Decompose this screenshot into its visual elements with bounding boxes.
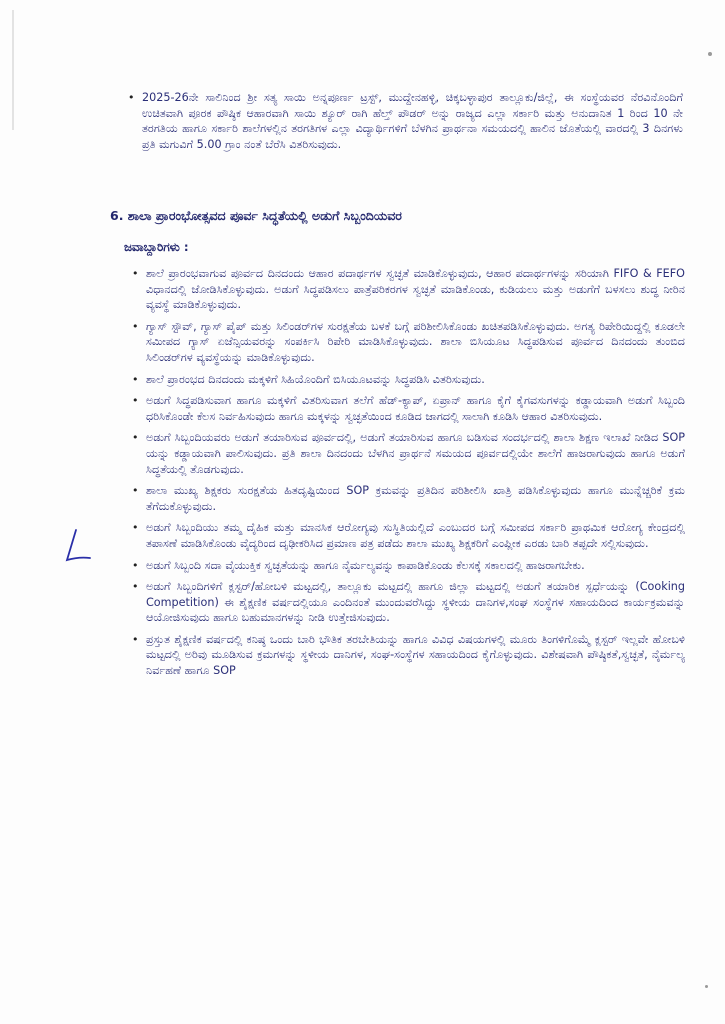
bullet-glyph: • [132, 267, 139, 280]
list-item [132, 520, 685, 551]
list-item-text: ಅಡುಗೆ ಸಿಬ್ಬಂದಿಯು ತಮ್ಮ ದೈಹಿಕ ಮತ್ತು ಮಾನಸಿಕ ಆರೋಗ್ಯವು ಸುಸ್ಥಿತಿಯಲ್ಲಿದೆ ಎಂಬುದರ ಬಗ್ಗೆ ಸಮೀಪದ ಸರ್ಕಾರಿ ಪ್ರಾಥಮಿಕ ಆರೋಗ್ಯ ಕೇಂದ್ರದಲ್ಲಿ ತಪಾಸಣೆ ಮಾಡಿಸಿಕೊಂಡು ವೈದ್ಯರಿಂದ ದೃಢೀಕರಿಸಿದ ಪ್ರಮಾಣ ಪತ್ರ ಪಡೆದು ಶಾಲಾ ಮುಖ್ಯ ಶಿಕ್ಷಕರಿಗೆ ಎಂಪ್ಲೀಕ ಎರಡು ಬಾರಿ ತಪ್ಪದೇ ಸಲ್ಲಿಸುವುದು. [146, 521, 685, 550]
list-item [132, 632, 685, 679]
section-heading: 6. ಶಾಲಾ ಪ್ರಾರಂಭೋತ್ಸವದ ಪೂರ್ವ ಸಿದ್ಧತೆಯಲ್ಲಿ ಅಡುಗೆ ಸಿಬ್ಬಂದಿಯವರ [110, 208, 402, 223]
bullet-glyph: • [132, 431, 139, 445]
bullet-glyph: • [132, 632, 139, 646]
bullet-glyph: • [132, 372, 139, 386]
list-item [132, 319, 685, 366]
section-subheading: ಜವಾಬ್ದಾರಿಗಳು : [124, 240, 189, 254]
list-item-text: ಶಾಲೆ ಪ್ರಾರಂಭವಾಗುವ ಪೂರ್ವದ ದಿನದಂದು ಆಹಾರ ಪದಾರ್ಥಗಳ ಸ್ವಚ್ಛತೆ ಮಾಡಿಕೊಳ್ಳುವುದು, ಆಹಾರ ಪದಾರ್ಥಗಳನ್ನು ಸರಿಯಾಗಿ FIFO & FEFO ವಿಧಾನದಲ್ಲಿ ಜೋಡಿಸಿಕೊಳ್ಳುವುದು. ಅಡುಗೆ ಸಿದ್ಧಪಡಿಸಲು ಪಾತ್ರೆಪರಿಕರಗಳ ಸ್ವಚ್ಛತೆ ಮಾಡಿಕೊಂಡು, ಕುಡಿಯಲು ಮತ್ತು ಅಡುಗೆಗೆ ಬಳಸಲು ಶುದ್ಧ ನೀರಿನ ವ್ಯವಸ್ಥೆ ಮಾಡಿಕೊಳ್ಳುವುದು. [146, 267, 685, 312]
scan-edge-mark [12, 10, 14, 130]
bullet-glyph: • [132, 580, 139, 594]
scan-speck [708, 52, 712, 56]
list-item-text: 2025-26ನೇ ಸಾಲಿನಿಂದ ಶ್ರೀ ಸತ್ಯ ಸಾಯಿ ಅನ್ನಪೂರ್ಣ ಟ್ರಸ್ಟ್, ಮುದ್ದೇನಹಳ್ಳಿ, ಚಿಕ್ಕಬಳ್ಳಾಪುರ ತಾಲ್ಲೂಕು/ಜಿಲ್ಲೆ, ಈ ಸಂಸ್ಥೆಯವರ ನೆರವಿನೊಂದಿಗೆ ಉಚಿತವಾಗಿ ಪೂರಕ ಪೌಷ್ಠಿಕ ಆಹಾರವಾಗಿ ಸಾಯಿ ಶ್ಯೂರ್ ರಾಗಿ ಹೆಲ್ತ್ ಪೌಡರ್ ಅನ್ನು ರಾಜ್ಯದ ಎಲ್ಲಾ ಸರ್ಕಾರಿ ಮತ್ತು ಅನುದಾನಿತ 1 ರಿಂದ 10 ನೇ ತರಗತಿಯ ಹಾಗೂ ಸರ್ಕಾರಿ ಶಾಲೆಗಳಲ್ಲಿನ ತರಗತಿಗಳ ಎಲ್ಲಾ ವಿದ್ಯಾರ್ಥಿಗಳಿಗೆ ಬೆಳಗಿನ ಪ್ರಾರ್ಥನಾ ಸಮಯದಲ್ಲಿ ಹಾಲಿನ ಜೊತೆಯಲ್ಲಿ ವಾರದಲ್ಲಿ 3 ದಿನಗಳು ಪ್ರತಿ ಮಗುವಿಗೆ 5.00 ಗ್ರಾಂ ನಂತೆ ಬೆರೆಸಿ ವಿತರಿಸುವುದು. [142, 91, 683, 151]
list-item-text: ಅಡುಗೆ ಸಿಬ್ಬಂದಿಯವರು ಅಡುಗೆ ತಯಾರಿಸುವ ಪೂರ್ವದಲ್ಲಿ, ಅಡುಗೆ ತಯಾರಿಸುವ ಹಾಗೂ ಬಡಿಸುವ ಸಂದರ್ಭದಲ್ಲಿ ಶಾಲಾ ಶಿಕ್ಷಣ ಇಲಾಖೆ ನೀಡಿದ SOP ಯನ್ನು ಕಡ್ಡಾಯವಾಗಿ ಪಾಲಿಸುವುದು. ಪ್ರತಿ ಶಾಲಾ ದಿನದಂದು ಬೆಳಗಿನ ಪ್ರಾರ್ಥನೆ ಸಮಯದ ಪೂರ್ವದಲ್ಲಿಯೇ ಶಾಲೆಗೆ ಹಾಜರಾಗುವುದು ಹಾಗೂ ಅಡುಗೆ ಸಿದ್ಧತೆಯಲ್ಲಿ ತೊಡಗುವುದು. [146, 431, 685, 476]
list-item-text: ಶಾಲೆ ಪ್ರಾರಂಭದ ದಿನದಂದು ಮಕ್ಕಳಿಗೆ ಸಿಹಿಯೊಂದಿಗೆ ಬಿಸಿಯೂಟವನ್ನು ಸಿದ್ಧಪಡಿಸಿ ವಿತರಿಸುವುದು. [146, 372, 485, 386]
list-item [132, 393, 685, 424]
handwritten-margin-mark [62, 526, 94, 566]
list-item-text: ಅಡುಗೆ ಸಿಬ್ಬಂದಿ ಸದಾ ವೈಯುಕ್ತಿಕ ಸ್ವಚ್ಛತೆಯನ್ನು ಹಾಗೂ ನೈರ್ಮಲ್ಯವನ್ನು ಕಾಪಾಡಿಕೊಂಡು ಕೆಲಸಕ್ಕೆ ಸಕಾಲದಲ್ಲಿ ಹಾಜರಾಗಬೇಕು. [146, 558, 585, 572]
duties-bullet-list [132, 266, 685, 685]
list-item [132, 266, 685, 313]
list-item-text: ಗ್ಯಾಸ್ ಸ್ಟೌವ್, ಗ್ಯಾಸ್ ಪೈಪ್ ಮತ್ತು ಸಿಲಿಂಡರ್‌ಗಳ ಸುರಕ್ಷತೆಯ ಬಳಕೆ ಬಗ್ಗೆ ಪರಿಶೀಲಿಸಿಕೊಂಡು ಖಚಿತಪಡಿಸಿಕೊಳ್ಳುವುದು. ಅಗತ್ಯ ರಿಪೇರಿಯಿದ್ದಲ್ಲಿ ಕೂಡಲೇ ಸಮೀಪದ ಗ್ಯಾಸ್ ಏಜೆನ್ಸಿಯವರನ್ನು ಸಂಪರ್ಕಿಸಿ ರಿಪೇರಿ ಮಾಡಿಸಿಕೊಳ್ಳುವುದು. ಶಾಲಾ ಬಿಸಿಯೂಟ ಸಿದ್ಧಪಡಿಸುವ ಪೂರ್ವದ ದಿನದಂದು ತುಂಬಿದ ಸಿಲಿಂಡರ್‌ಗಳ ವ್ಯವಸ್ಥೆಯನ್ನು ಮಾಡಿಕೊಳ್ಳುವುದು. [146, 319, 685, 364]
list-item [132, 579, 685, 626]
list-item-text: ಅಡುಗೆ ಸಿದ್ಧಪಡಿಸುವಾಗ ಹಾಗೂ ಮಕ್ಕಳಿಗೆ ವಿತರಿಸುವಾಗ ತಲೆಗೆ ಹೆಡ್-ಕ್ಯಾಪ್, ಏಪ್ರಾನ್ ಹಾಗೂ ಕೈಗೆ ಕೈಗವಸುಗಳನ್ನು ಕಡ್ಡಾಯವಾಗಿ ಅಡುಗೆ ಸಿಬ್ಬಂದಿ ಧರಿಸಿಕೊಂಡೇ ಕೆಲಸ ನಿರ್ವಹಿಸುವುದು ಹಾಗೂ ಮಕ್ಕಳನ್ನು ಸ್ವಚ್ಛತೆಯಿಂದ ಕೂಡಿದ ಜಾಗದಲ್ಲಿ ಸಾಲಾಗಿ ಕೂಡಿಸಿ ಆಹಾರ ವಿತರಿಸುವುದು. [146, 394, 685, 423]
list-item [132, 483, 685, 514]
list-item [132, 372, 685, 388]
list-item [132, 558, 685, 574]
list-item-text: ಶಾಲಾ ಮುಖ್ಯ ಶಿಕ್ಷಕರು ಸುರಕ್ಷತೆಯ ಹಿತದೃಷ್ಟಿಯಿಂದ SOP ಕ್ರಮವನ್ನು ಪ್ರತಿದಿನ ಪರಿಶೀಲಿಸಿ ಖಾತ್ರಿ ಪಡಿಸಿಕೊಳ್ಳುವುದು ಹಾಗೂ ಮುನ್ನೆಚ್ಚರಿಕೆ ಕ್ರಮ ತೆಗೆದುಕೊಳ್ಳುವುದು. [146, 484, 685, 513]
scan-speck [705, 985, 708, 988]
bullet-glyph: • [132, 484, 139, 498]
bullet-glyph: • [128, 91, 135, 104]
bullet-glyph: • [132, 558, 139, 572]
list-item-text: ಅಡುಗೆ ಸಿಬ್ಬಂದಿಗಳಿಗೆ ಕ್ಲಸ್ಟರ್/ಹೋಬಳಿ ಮಟ್ಟದಲ್ಲಿ, ತಾಲ್ಲೂಕು ಮಟ್ಟದಲ್ಲಿ ಹಾಗೂ ಜಿಲ್ಲಾ ಮಟ್ಟದಲ್ಲಿ ಅಡುಗೆ ತಯಾರಿಕ ಸ್ಪರ್ಧೆಯನ್ನು (Cooking Competition) ಈ ಶೈಕ್ಷಣಿಕ ವರ್ಷದಲ್ಲಿಯೂ ಎಂದಿನಂತೆ ಮುಂದುವರೆಸಿದ್ದು ಸ್ಥಳೀಯ ದಾನಿಗಳ,ಸಂಘ ಸಂಸ್ಥೆಗಳ ಸಹಾಯದಿಂದ ಕಾರ್ಯಕ್ರಮವನ್ನು ಆಯೋಜಿಸುವುದು ಹಾಗೂ ಬಹುಮಾನಗಳನ್ನು ನೀಡಿ ಉತ್ತೇಜಿಸುವುದು. [146, 580, 685, 625]
bullet-glyph: • [132, 319, 139, 333]
bullet-glyph: • [132, 521, 139, 535]
bullet-glyph: • [132, 394, 139, 408]
intro-bullet-list [128, 90, 683, 159]
list-item [132, 430, 685, 477]
list-item [128, 90, 683, 152]
list-item-text: ಪ್ರಸ್ತುತ ಶೈಕ್ಷಣಿಕ ವರ್ಷದಲ್ಲಿ ಕನಿಷ್ಠ ಒಂದು ಬಾರಿ ಭೌತಿಕ ತರಬೇತಿಯನ್ನು ಹಾಗೂ ವಿವಿಧ ವಿಷಯಗಳಲ್ಲಿ ಮೂರು ತಿಂಗಳಿಗೊಮ್ಮೆ ಕ್ಲಸ್ಟರ್ ಇಲ್ಲವೇ ಹೋಬಳಿ ಮಟ್ಟದಲ್ಲಿ ಅರಿವು ಮೂಡಿಸುವ ಕ್ರಮಗಳನ್ನು ಸ್ಥಳೀಯ ದಾನಿಗಳ, ಸಂಘ-ಸಂಸ್ಥೆಗಳ ಸಹಾಯದಿಂದ ಕೈಗೊಳ್ಳುವುದು. ವಿಶೇಷವಾಗಿ ಪೌಷ್ಠಿಕತೆ,ಸ್ವಚ್ಛತೆ, ನೈರ್ಮಲ್ಯ ನಿರ್ವಹಣೆ ಹಾಗೂ SOP [146, 632, 685, 678]
